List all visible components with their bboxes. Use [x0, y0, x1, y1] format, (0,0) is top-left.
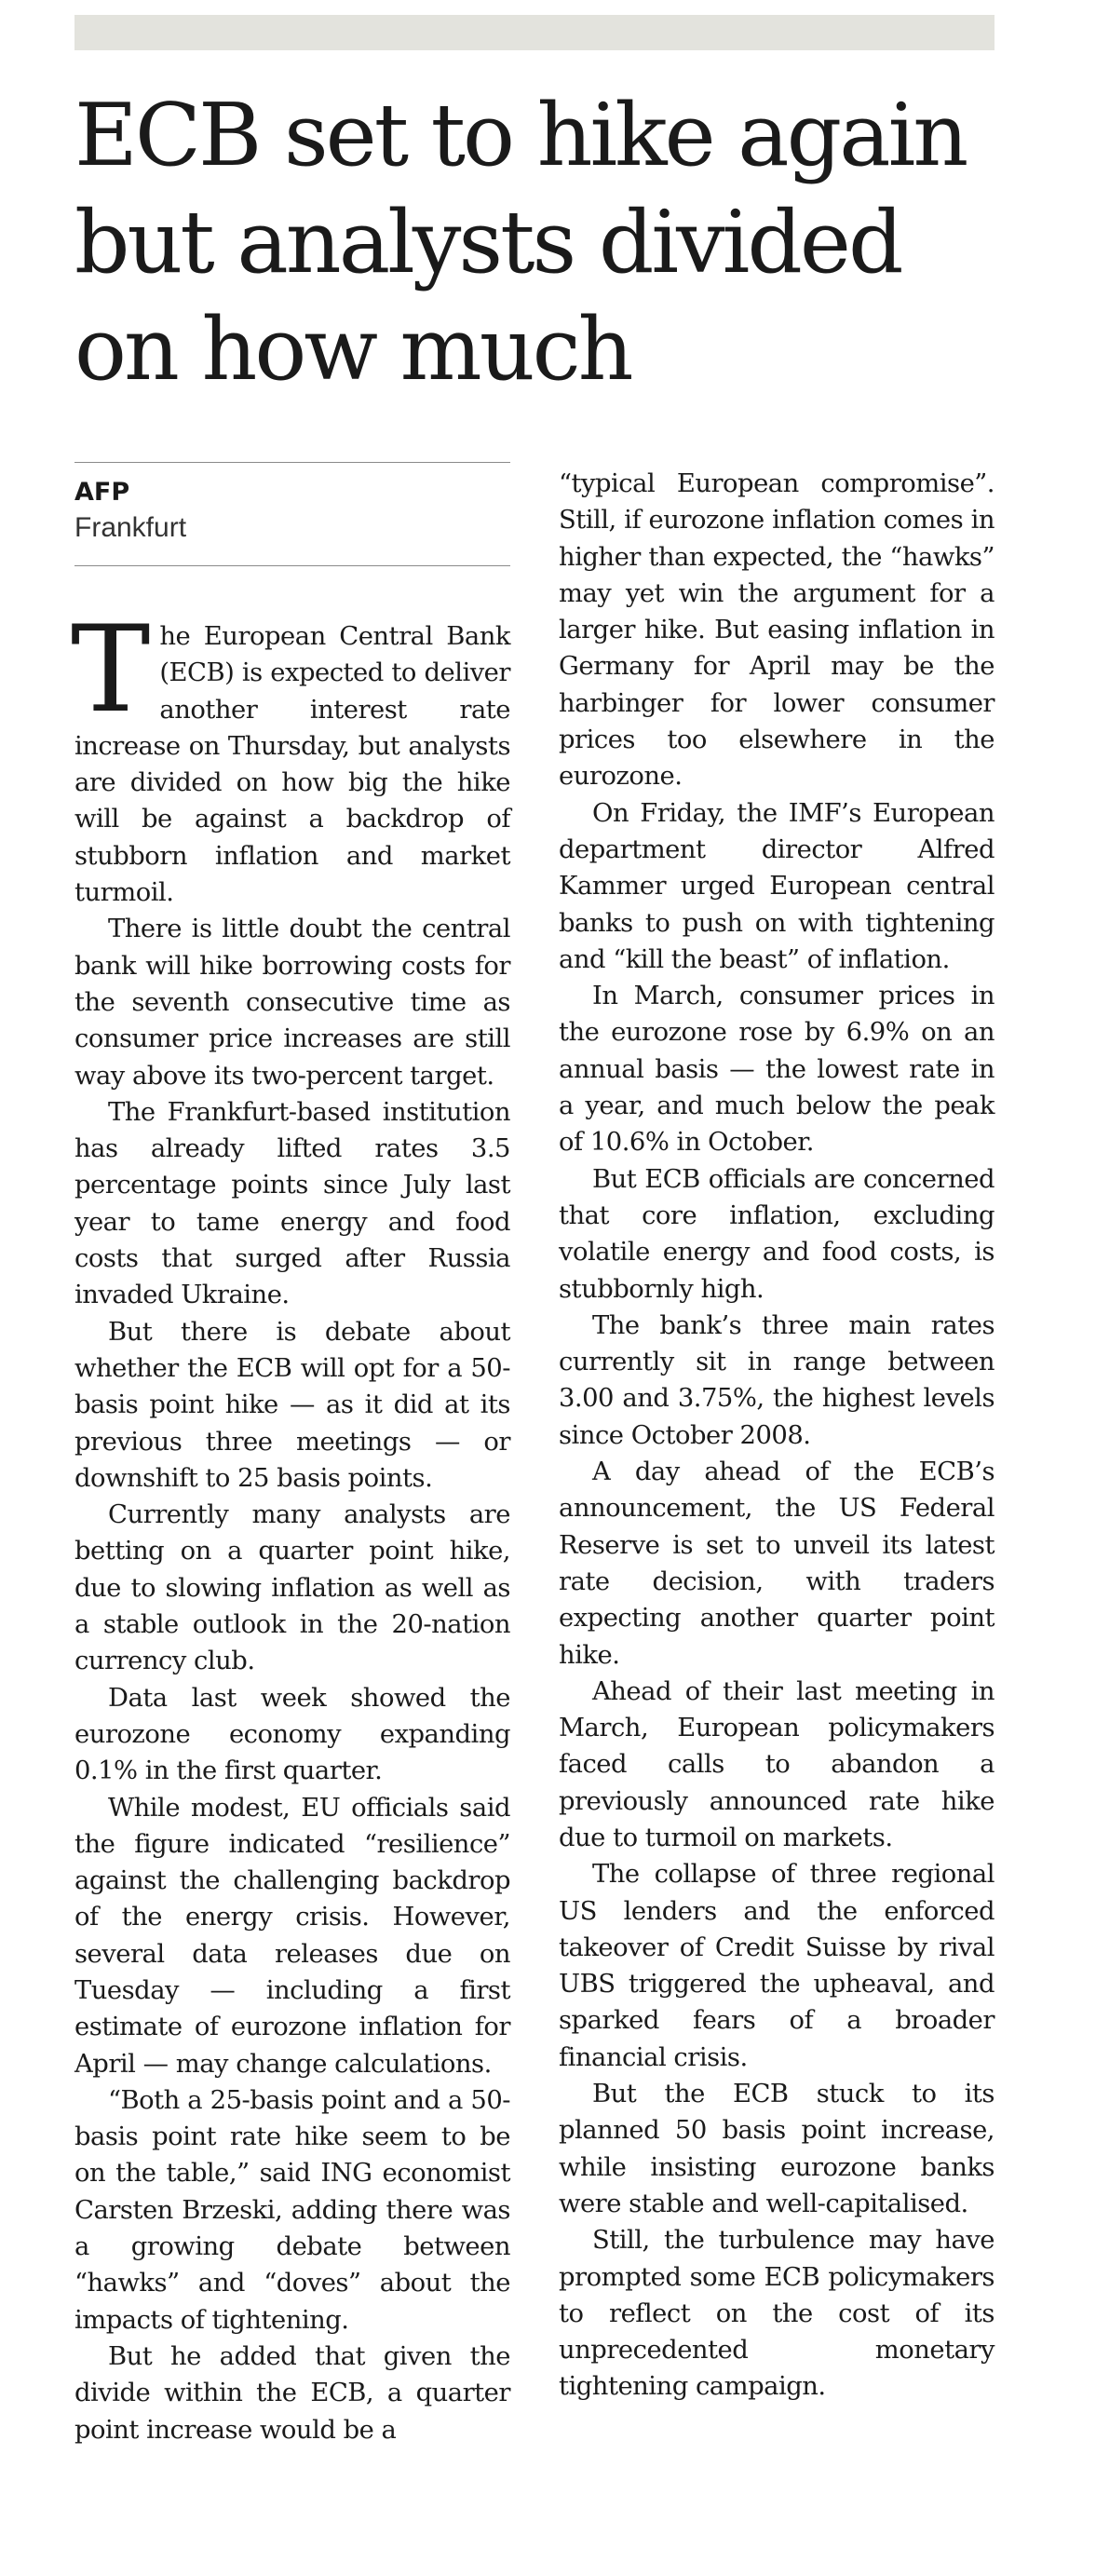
- headline-line-2: but analysts divided: [74, 192, 901, 292]
- paragraph: But there is debate about whether the ECB will opt for a 50-basis point hike — as it did at its previous three meetings — or downshift to 25 basis points.: [74, 1317, 510, 1493]
- paragraph: The Frankfurt-based institution has already lifted rates 3.5 percentage points since July last year to tame energy and food costs that surged after Russia invaded Ukraine.: [74, 1097, 510, 1310]
- paragraph: But ECB officials are concerned that core inflation, excluding volatile energy and food costs, is stubbornly high.: [559, 1164, 995, 1304]
- paragraph: Data last week showed the eurozone economy expanding 0.1% in the first quarter.: [74, 1683, 510, 1786]
- paragraph: In March, consumer prices in the eurozone rose by 6.9% on an annual basis — the lowest rate in a year, and much below the peak of 10.6% in October.: [559, 982, 995, 1158]
- headline-line-1: ECB set to hike again: [74, 85, 967, 185]
- paragraph-lead: [71, 601, 510, 911]
- paragraph: Still, the turbulence may have prompted some ECB policymakers to reflect on the cost of its unprecedented monetary tightening campaign.: [559, 2226, 995, 2402]
- section-header-bar: [74, 15, 995, 50]
- paragraph: Currently many analysts are betting on a quarter point hike, due to slowing inflation as well as a stable outlook in the 20-nation currency club.: [74, 1500, 510, 1676]
- paragraph: There is little doubt the central bank will hike borrowing costs for the seventh consecutive time as consumer price increases are still way above its two-percent target.: [74, 915, 510, 1091]
- byline-agency: AFP: [74, 478, 130, 507]
- dropcap: T: [71, 601, 151, 739]
- lead-text: he European Central Bank (ECB) is expected to deliver another interest rate increase on Thursday, but analysts are divided on how big the hike will be against a backdrop of stubborn inflation and market turmoil.: [74, 622, 510, 908]
- paragraph: The bank’s three main rates currently sit in range between 3.00 and 3.75%, the highest levels since October 2008.: [559, 1310, 995, 1450]
- byline-dateline: Frankfurt: [74, 512, 187, 543]
- paragraph: “Both a 25-basis point and a 50-basis point rate hike seem to be on the table,” said ING economist Carsten Brzeski, adding there was a growing debate between “hawks” and “doves” about the impacts of tightening.: [74, 2085, 510, 2335]
- paragraph: But the ECB stuck to its planned 50 basis point increase, while insisting eurozone banks were stable and well-capitalised.: [559, 2080, 995, 2218]
- headline: [74, 82, 995, 403]
- article-page: [71, 15, 995, 2567]
- column-right: [559, 466, 995, 2406]
- column-left: [71, 601, 510, 2448]
- paragraph: Ahead of their last meeting in March, European policymakers faced calls to abandon a previously announced rate hike due to turmoil on markets.: [559, 1676, 995, 1852]
- paragraph: While modest, EU officials said the figure indicated “resilience” against the challenging backdrop of the energy crisis. However, several data releases due on Tuesday — including a first estimate of eurozone inflation for April — may change calculations.: [74, 1793, 510, 2079]
- paragraph: But he added that given the divide within the ECB, a quarter point increase would be a: [74, 2341, 510, 2445]
- paragraph: The collapse of three regional US lenders and the enforced takeover of Credit Suisse by rival UBS triggered the upheaval, and sparked fears of a broader financial crisis.: [559, 1860, 995, 2072]
- paragraph-continuation: “typical European compromise”. Still, if eurozone inflation comes in higher than expected, the “hawks” may yet win the argument for a larger hike. But easing inflation in Germany for April may be the harbinger for lower consumer prices too elsewhere in the eurozone.: [559, 469, 995, 792]
- paragraph: A day ahead of the ECB’s announcement, the US Federal Reserve is set to unveil its latest rate decision, with traders expecting another quarter point hike.: [559, 1457, 995, 1670]
- paragraph: On Friday, the IMF’s European department director Alfred Kammer urged European central banks to push on with tightening and “kill the beast” of inflation.: [559, 798, 995, 974]
- byline: [74, 462, 510, 566]
- headline-line-3: on how much: [74, 299, 631, 400]
